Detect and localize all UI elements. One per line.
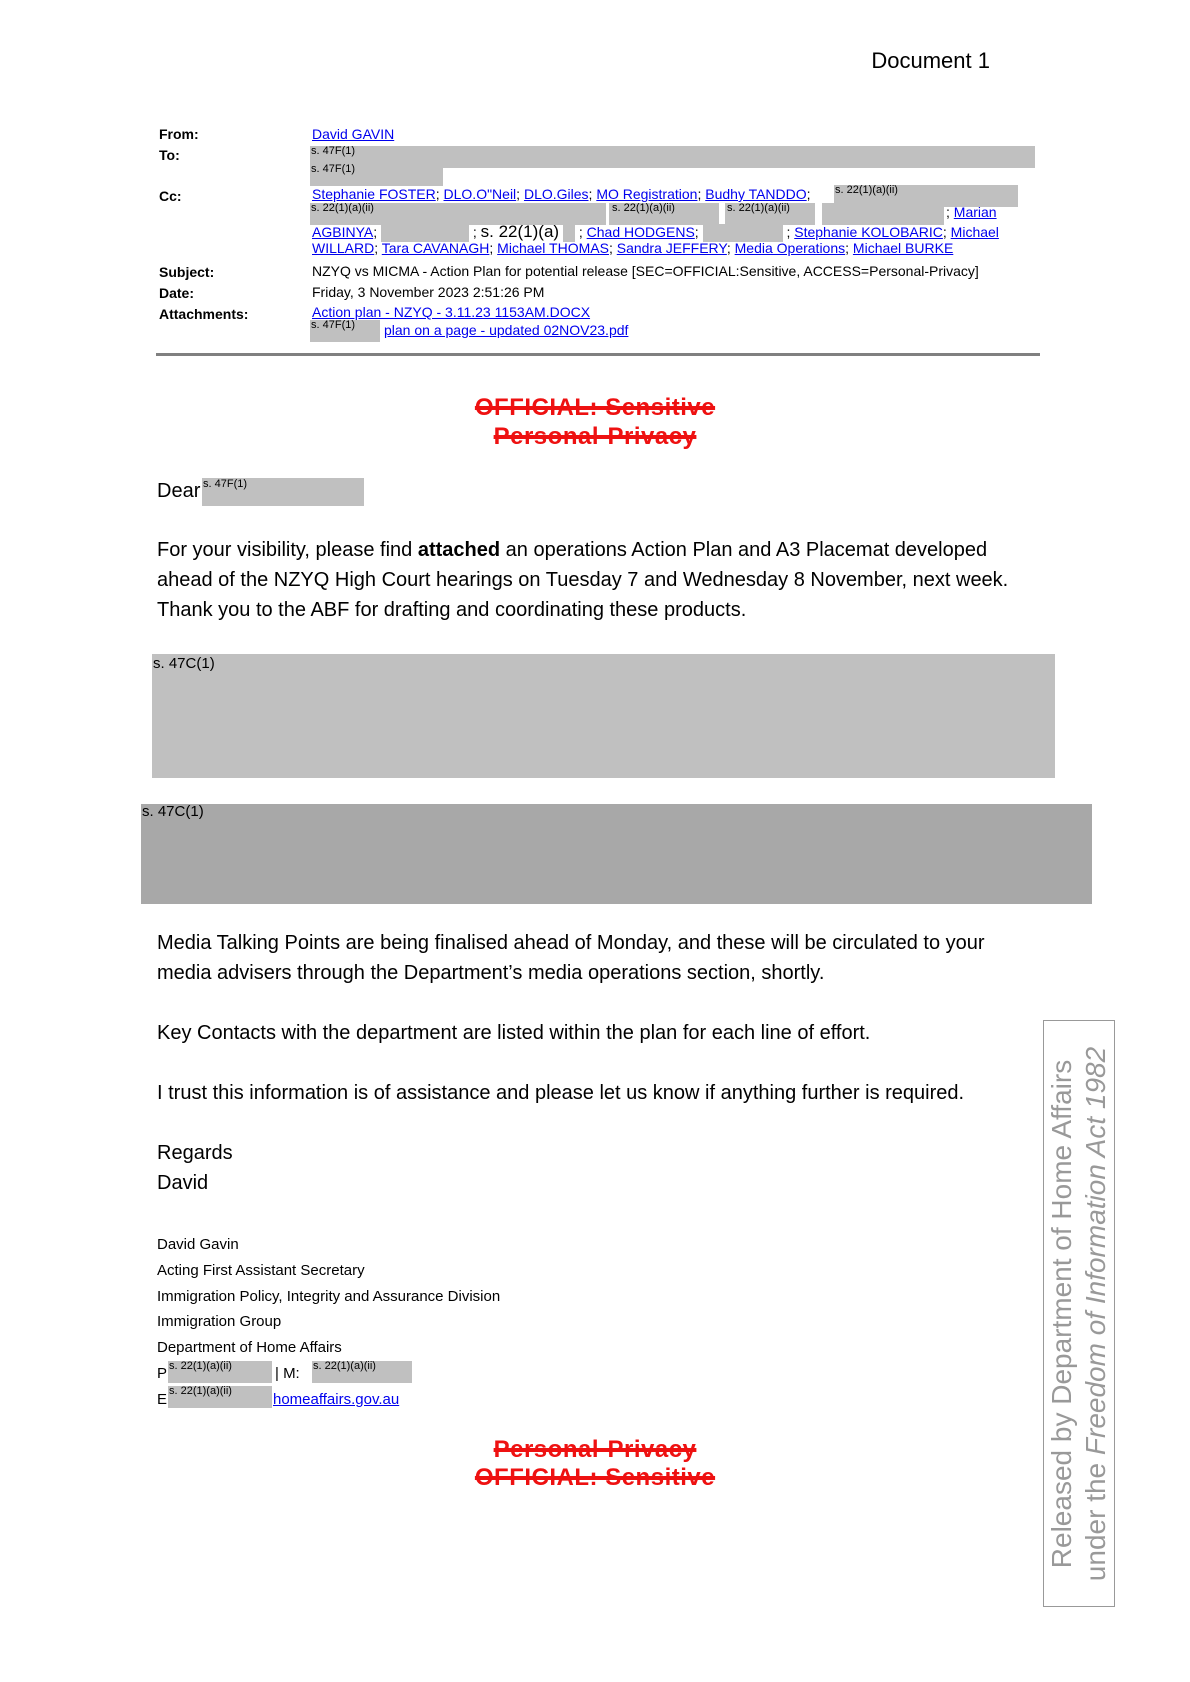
- cc-redaction-label: s. 22(1)(a)(ii): [311, 202, 374, 214]
- signature-title: Acting First Assistant Secretary: [157, 1262, 365, 1279]
- redaction-block-1: [152, 654, 1055, 778]
- header-divider: [156, 353, 1040, 356]
- classification-bottom-2: OFFICIAL: Sensitive: [474, 1464, 716, 1491]
- signature-p-label: P: [157, 1365, 168, 1382]
- subject-value: NZYQ vs MICMA - Action Plan for potential release [SEC=OFFICIAL:Sensitive, ACCESS=Personal-Privacy]: [312, 263, 979, 279]
- classification-bottom-1: Personal-Privacy: [493, 1436, 697, 1463]
- cc-line-2-end: ; Marian: [946, 204, 997, 220]
- cc-recipient[interactable]: Michael THOMAS: [497, 240, 609, 256]
- email-redaction-label: s. 22(1)(a)(ii): [169, 1385, 232, 1397]
- redaction-block-1-label: s. 47C(1): [153, 655, 215, 672]
- cc-redaction-label: s. 22(1)(a)(ii): [727, 202, 790, 214]
- cc-recipient[interactable]: Stephanie FOSTER: [312, 186, 436, 202]
- subject-label: Subject:: [159, 264, 215, 280]
- redaction-block-2-label: s. 47C(1): [142, 803, 204, 820]
- cc-redaction-label: s. 22(1)(a)(ii): [835, 184, 898, 196]
- cc-recipient[interactable]: Sandra JEFFERY: [616, 240, 727, 256]
- attachment-redaction-label: s. 47F(1): [311, 319, 356, 331]
- cc-label: Cc:: [159, 188, 182, 204]
- classification-top-2: Personal-Privacy: [493, 423, 697, 450]
- cc-recipient[interactable]: Media Operations: [734, 240, 846, 256]
- paragraph-3: Key Contacts with the department are listed within the plan for each line of effort.: [157, 1022, 871, 1044]
- classification-top-1: OFFICIAL: Sensitive: [474, 394, 716, 421]
- closing-name: David: [157, 1172, 209, 1194]
- signature-department: Department of Home Affairs: [157, 1339, 342, 1356]
- cc-recipient[interactable]: Budhy TANDDO: [705, 186, 807, 202]
- cc-recipient[interactable]: Stephanie KOLOBARIC: [794, 224, 943, 240]
- redaction-block-2: [141, 804, 1092, 904]
- attachment-1[interactable]: Action plan - NZYQ - 3.11.23 1153AM.DOCX: [312, 304, 591, 320]
- to-redaction-1-label: s. 47F(1): [311, 145, 356, 157]
- foi-release-text: Released by Department of Home Affairs under the Freedom of Information Act 1982: [1046, 1046, 1111, 1581]
- attachment-2[interactable]: plan on a page - updated 02NOV23.pdf: [384, 322, 629, 338]
- signature-division: Immigration Policy, Integrity and Assurance Division: [157, 1288, 501, 1305]
- cc-recipient[interactable]: Michael BURKE: [852, 240, 954, 256]
- cc-recipient[interactable]: MO Registration: [596, 186, 698, 202]
- signature-e-label: E: [157, 1391, 168, 1408]
- paragraph-2: Media Talking Points are being finalised ahead of Monday, and these will be circulated to your media advisers through the Department’s media operations section, shortly.: [157, 932, 985, 984]
- paragraph-4: I trust this information is of assistance and please let us know if anything further is required.: [157, 1082, 965, 1104]
- paragraph-1: For your visibility, please find attached an operations Action Plan and A3 Placemat developed ahead of the NZYQ High Court hearings on Tuesday 7 and Wednesday 8 November, next week. Thank you to the ABF for drafting and coordinating these products.: [157, 539, 1009, 621]
- to-label: To:: [159, 147, 180, 163]
- cc-recipient[interactable]: Chad HODGENS: [586, 224, 695, 240]
- cc-recipient[interactable]: DLO.O"Neil: [443, 186, 517, 202]
- phone-redaction-label: s. 22(1)(a)(ii): [169, 1360, 232, 1372]
- document-label: Document 1: [871, 48, 990, 73]
- cc-recipient[interactable]: WILLARD: [312, 240, 375, 256]
- signature-m-label: | M:: [275, 1365, 300, 1382]
- signature-group: Immigration Group: [157, 1313, 282, 1330]
- cc-redaction-label: s. 22(1)(a)(ii): [612, 202, 675, 214]
- cc-line-4: WILLARD; Tara CAVANAGH; Michael THOMAS; Sandra JEFFERY; Media Operations; Michael BURKE: [312, 240, 954, 256]
- from-value[interactable]: David GAVIN: [312, 126, 395, 142]
- cc-recipient[interactable]: Tara CAVANAGH: [381, 240, 490, 256]
- greeting: Dear: [157, 480, 201, 502]
- from-label: From:: [159, 126, 199, 142]
- attachments-label: Attachments:: [159, 306, 249, 322]
- cc-redaction-text: s. 22(1)(a): [480, 222, 560, 241]
- mobile-redaction-label: s. 22(1)(a)(ii): [313, 1360, 376, 1372]
- to-redaction-2-label: s. 47F(1): [311, 163, 356, 175]
- cc-recipient[interactable]: Michael: [950, 224, 999, 240]
- cc-line-1: Stephanie FOSTER; DLO.O"Neil; DLO.Giles; MO Registration; Budhy TANDDO;: [312, 186, 811, 202]
- greeting-redaction-label: s. 47F(1): [203, 478, 248, 490]
- cc-line-3: AGBINYA; ; s. 22(1)(a) ; Chad HODGENS; ; Stephanie KOLOBARIC; Michael: [312, 222, 999, 241]
- signature-name: David Gavin: [157, 1236, 239, 1253]
- cc-recipient[interactable]: DLO.Giles: [523, 186, 589, 202]
- date-label: Date:: [159, 285, 195, 301]
- email-domain-link[interactable]: homeaffairs.gov.au: [273, 1391, 400, 1408]
- cc-recipient[interactable]: AGBINYA: [312, 224, 374, 240]
- foi-release-stamp: [1043, 1020, 1115, 1607]
- date-value: Friday, 3 November 2023 2:51:26 PM: [312, 284, 545, 300]
- closing: Regards: [157, 1142, 233, 1164]
